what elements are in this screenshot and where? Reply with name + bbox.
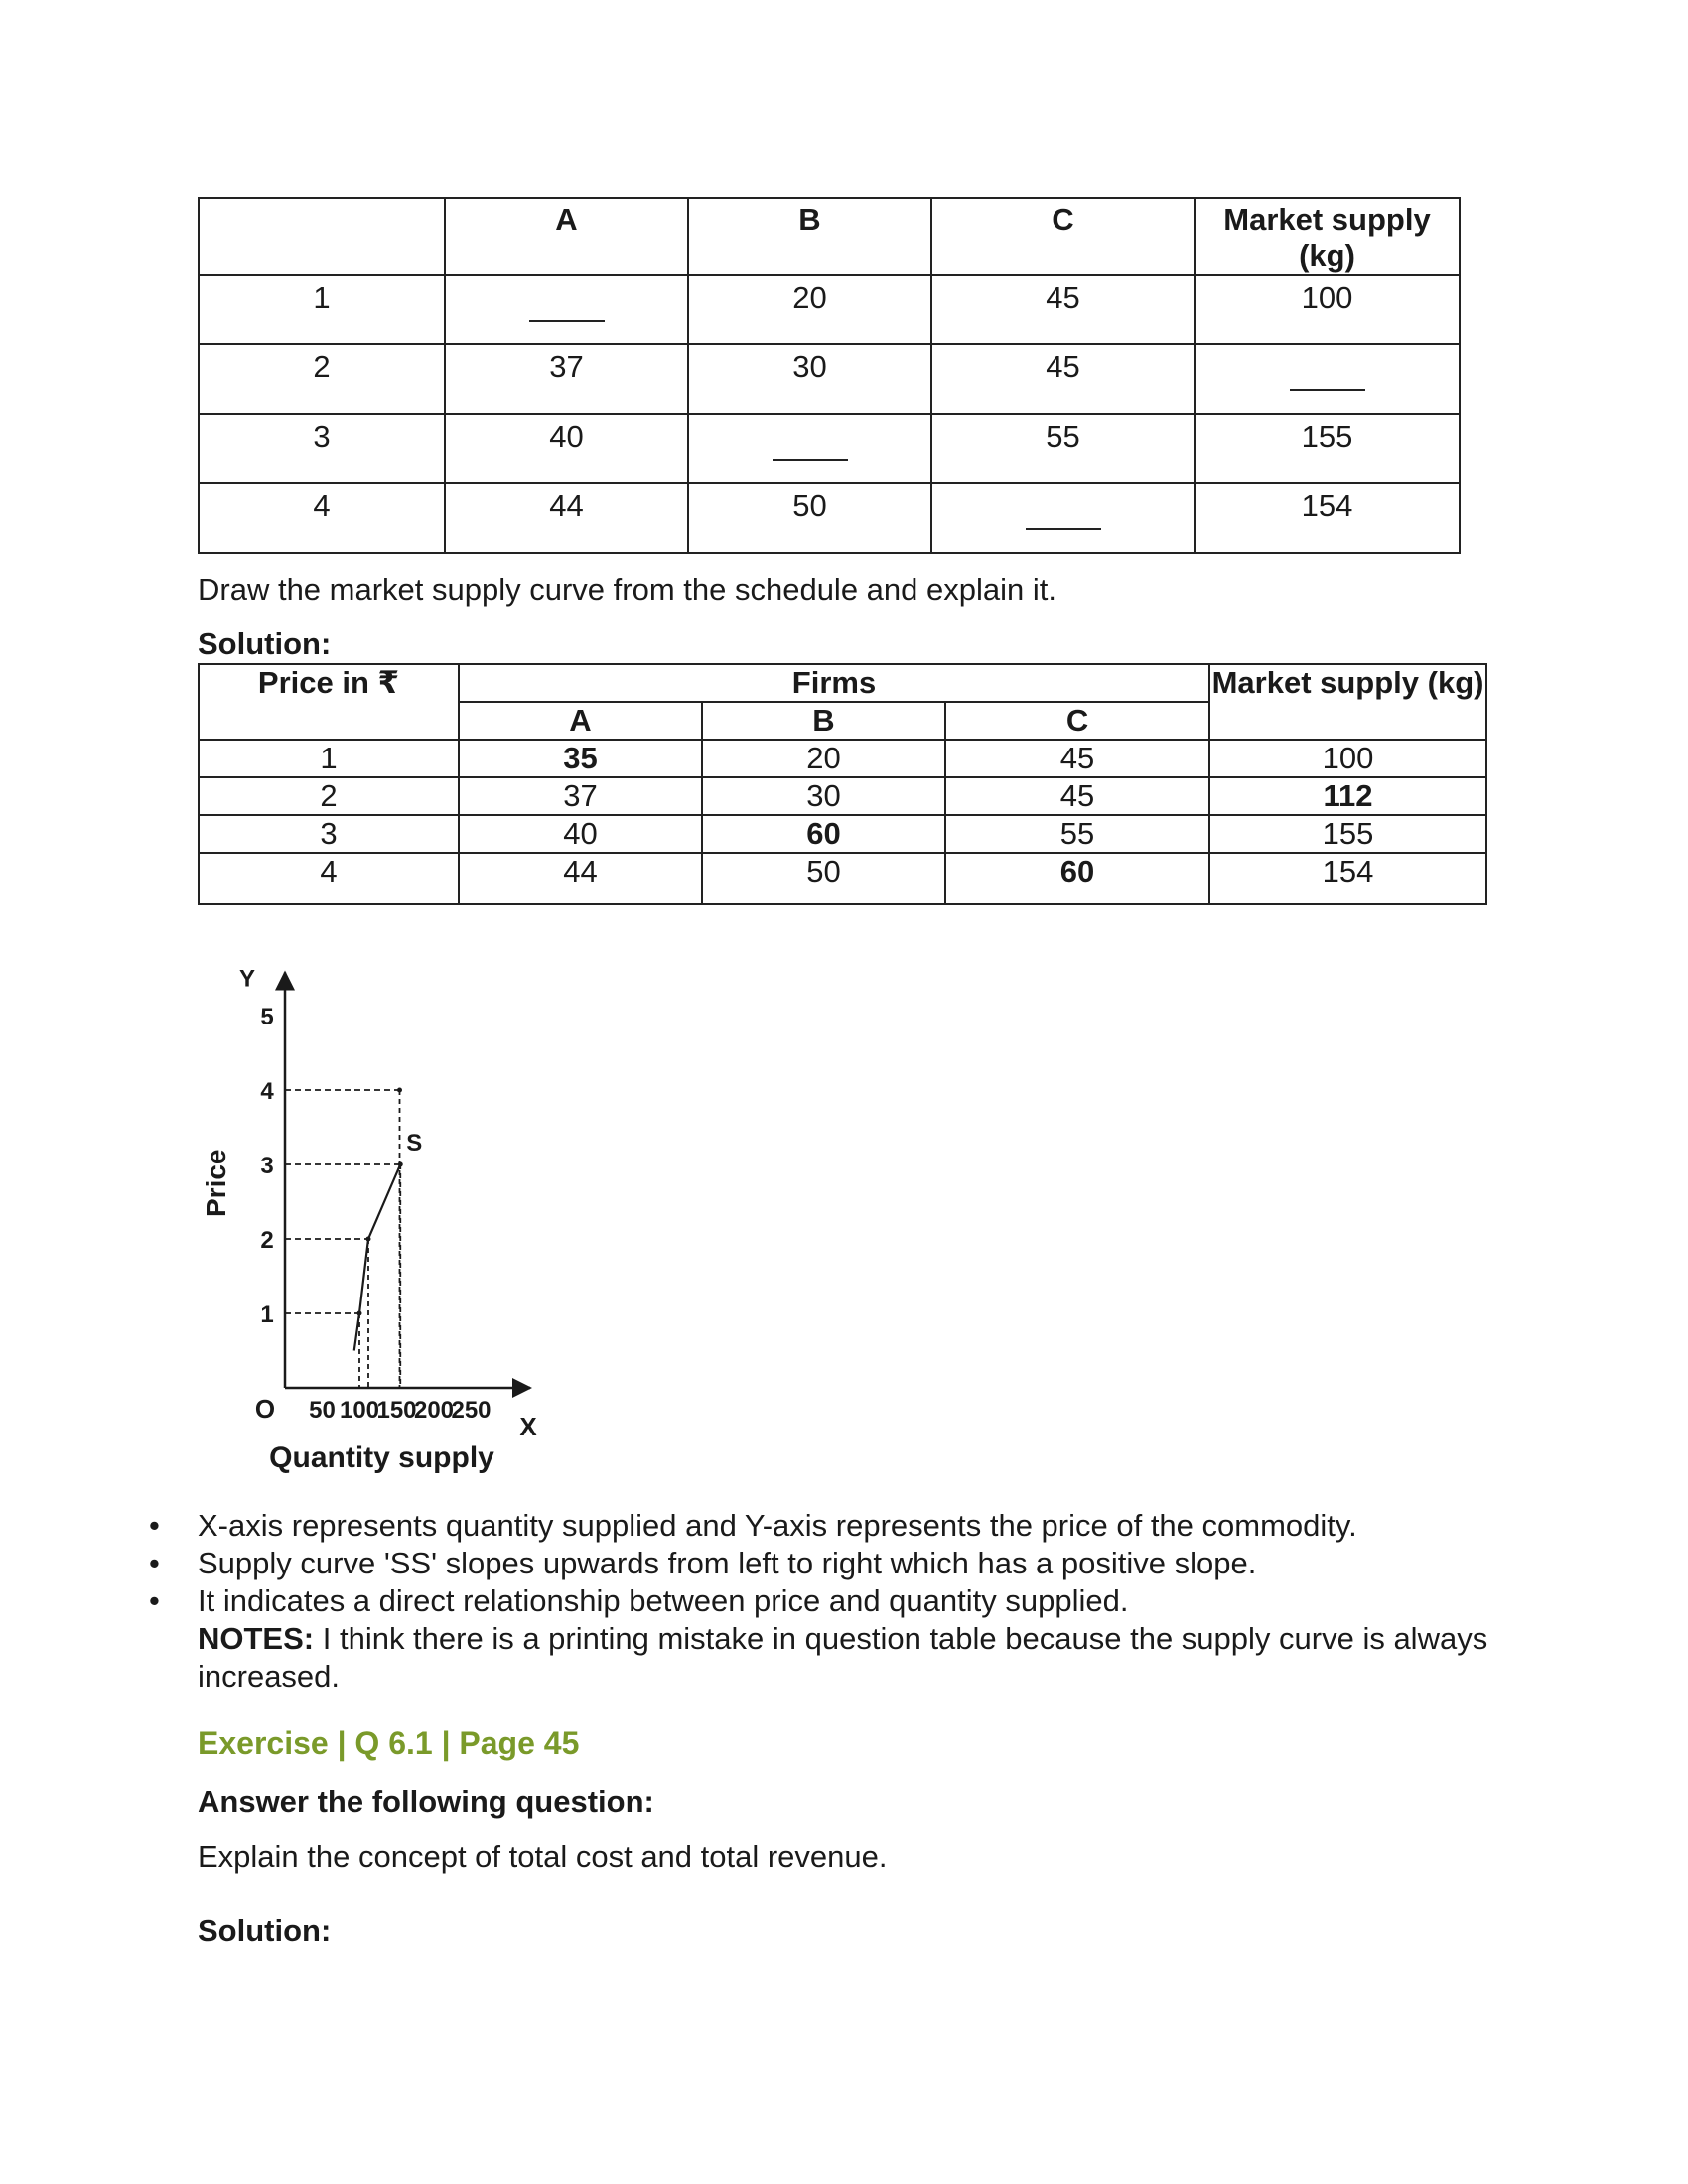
market-supply-chart xyxy=(194,933,789,1489)
x-axis-letter: X xyxy=(519,1412,537,1441)
firm-header: A xyxy=(459,702,702,740)
solution-table-cell: 50 xyxy=(702,853,945,904)
blank-line xyxy=(773,425,848,461)
question-table-cell: 45 xyxy=(931,275,1195,344)
question-table-cell: 20 xyxy=(688,275,931,344)
blank-line xyxy=(1026,494,1101,530)
solution-table-cell: 20 xyxy=(702,740,945,777)
blank-line xyxy=(529,286,605,322)
market-supply-header: Market supply (kg) xyxy=(1209,664,1486,740)
bullet-item: • Supply curve 'SS' slopes upwards from left to right which has a positive slope. xyxy=(198,1545,1508,1582)
y-axis-letter: Y xyxy=(238,965,256,993)
solution-table-row xyxy=(199,853,1486,904)
solution-table-cell: 35 xyxy=(459,740,702,777)
explanation-list xyxy=(198,1507,1508,1620)
solution-table-cell: 155 xyxy=(1209,815,1486,853)
supply-curve xyxy=(354,1164,401,1351)
instruction-text: Draw the market supply curve from the schedule and explain it. xyxy=(198,572,1056,607)
x-axis-title: Quantity supply xyxy=(269,1441,494,1474)
solution-table-row xyxy=(199,740,1486,777)
question-table-cell xyxy=(1195,344,1460,414)
solution-table-cell: 60 xyxy=(945,853,1209,904)
x-tick-label: 50 xyxy=(309,1397,336,1424)
question-table-cell: 50 xyxy=(688,483,931,553)
question-table-cell: 100 xyxy=(1195,275,1460,344)
y-tick-label: 5 xyxy=(260,1004,274,1030)
question-table-cell: 3 xyxy=(199,414,445,483)
question-table-row xyxy=(199,344,1460,414)
solution-table-cell: 45 xyxy=(945,777,1209,815)
guide-point xyxy=(397,1088,402,1093)
exercise-heading: Exercise | Q 6.1 | Page 45 xyxy=(198,1725,580,1761)
question-table-cell: 55 xyxy=(931,414,1195,483)
question-table-cell xyxy=(688,414,931,483)
question-text: Explain the concept of total cost and total revenue. xyxy=(198,1840,888,1874)
blank-line xyxy=(1290,355,1365,391)
solution-table-cell: 40 xyxy=(459,815,702,853)
y-tick-label: 4 xyxy=(260,1078,274,1105)
solution-label: Solution: xyxy=(198,626,332,661)
firm-header: B xyxy=(702,702,945,740)
x-tick-label: 250 xyxy=(451,1397,492,1424)
question-table-cell: 44 xyxy=(445,483,688,553)
notes-text: I think there is a printing mistake in question table because the supply curve is always increased. xyxy=(198,1621,1488,1694)
solution-label-2: Solution: xyxy=(198,1913,332,1948)
x-tick-label: 150 xyxy=(376,1397,417,1424)
notes-paragraph xyxy=(198,1620,1508,1696)
solution-table-cell: 55 xyxy=(945,815,1209,853)
question-table-cell: 155 xyxy=(1195,414,1460,483)
qt-header: Market supply (kg) xyxy=(1195,198,1460,275)
question-table-cell xyxy=(931,483,1195,553)
y-tick-label: 1 xyxy=(260,1301,274,1328)
solution-table-cell: 1 xyxy=(199,740,459,777)
question-table-row xyxy=(199,414,1460,483)
solution-table xyxy=(198,663,1487,905)
solution-table-cell: 37 xyxy=(459,777,702,815)
firms-header: Firms xyxy=(459,664,1209,702)
bullet-item: • It indicates a direct relationship between price and quantity supplied. xyxy=(198,1582,1508,1620)
price-header: Price in ₹ xyxy=(199,664,459,740)
solution-table-cell: 154 xyxy=(1209,853,1486,904)
question-table-header-row xyxy=(199,198,1460,275)
question-table-cell: 1 xyxy=(199,275,445,344)
bullet-item: • X-axis represents quantity supplied and Y-axis represents the price of the commodity. xyxy=(198,1507,1508,1545)
qt-header: A xyxy=(445,198,688,275)
x-tick-label: 200 xyxy=(413,1397,455,1424)
solution-table-cell: 44 xyxy=(459,853,702,904)
solution-table-cell: 2 xyxy=(199,777,459,815)
question-table-cell: 45 xyxy=(931,344,1195,414)
question-table-cell: 37 xyxy=(445,344,688,414)
question-table-cell xyxy=(445,275,688,344)
question-table xyxy=(198,197,1461,554)
solution-table-cell: 60 xyxy=(702,815,945,853)
y-tick-label: 2 xyxy=(260,1227,274,1254)
question-table-cell: 2 xyxy=(199,344,445,414)
solution-table-row xyxy=(199,815,1486,853)
firm-header: C xyxy=(945,702,1209,740)
x-tick-label: 100 xyxy=(339,1397,380,1424)
question-table-cell: 30 xyxy=(688,344,931,414)
origin-label: O xyxy=(254,1394,276,1424)
question-table-row xyxy=(199,483,1460,553)
qt-header: B xyxy=(688,198,931,275)
answer-heading: Answer the following question: xyxy=(198,1784,654,1819)
question-table-cell: 154 xyxy=(1195,483,1460,553)
solution-table-cell: 45 xyxy=(945,740,1209,777)
solution-table-cell: 30 xyxy=(702,777,945,815)
question-table-cell: 40 xyxy=(445,414,688,483)
y-axis-title: Price xyxy=(201,1149,231,1217)
qt-header: C xyxy=(931,198,1195,275)
question-table-row xyxy=(199,275,1460,344)
y-tick-label: 3 xyxy=(260,1153,274,1179)
solution-table-cell: 3 xyxy=(199,815,459,853)
question-table-cell: 4 xyxy=(199,483,445,553)
solution-table-row xyxy=(199,777,1486,815)
solution-table-cell: 112 xyxy=(1209,777,1486,815)
solution-table-cell: 4 xyxy=(199,853,459,904)
curve-label: S xyxy=(406,1130,423,1157)
notes-label: NOTES: xyxy=(198,1621,315,1656)
solution-table-cell: 100 xyxy=(1209,740,1486,777)
qt-header xyxy=(199,198,445,275)
